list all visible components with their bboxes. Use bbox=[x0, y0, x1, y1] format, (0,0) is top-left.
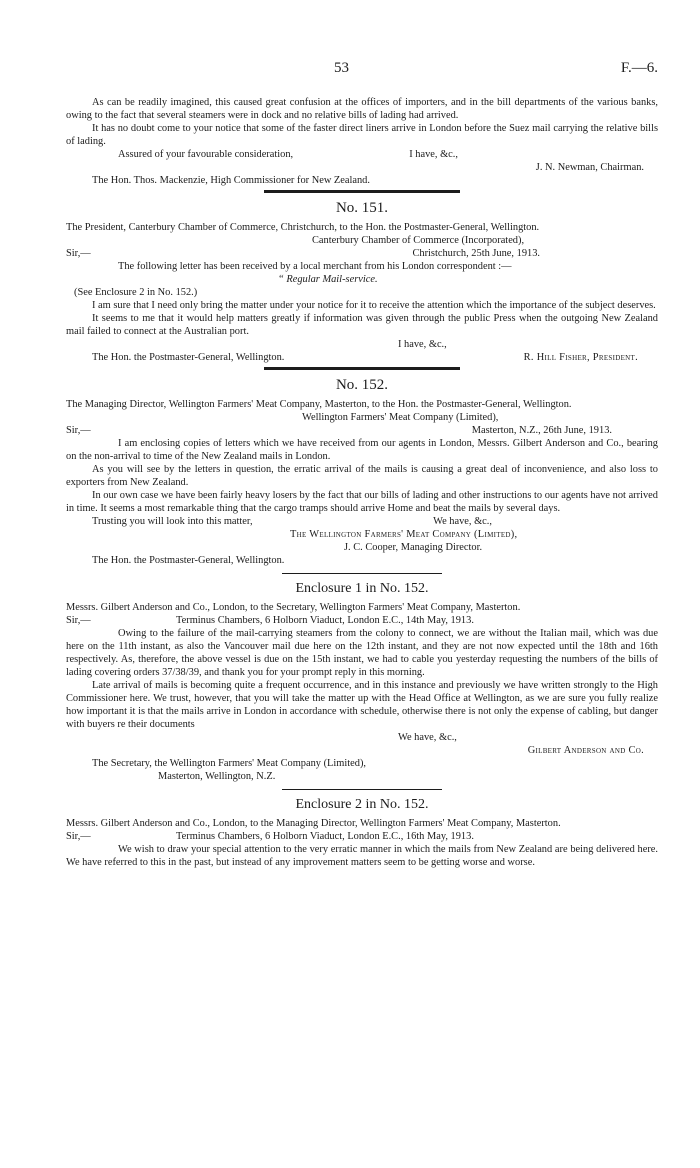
letter-151-title: The President, Canterbury Chamber of Commerce, Christchurch, to the Hon. the Postmaster-General, Wellington. bbox=[66, 222, 540, 233]
intro-closing-row bbox=[66, 148, 658, 161]
intro-paragraph-1: As can be readily imagined, this caused great confusion at the offices of importers, and in the bill departments of the various banks, owing to the fact that several steamers were in dock and no relative bills of lading had arrived. bbox=[66, 97, 658, 121]
section-divider bbox=[282, 573, 442, 574]
section-divider bbox=[264, 190, 460, 193]
letter-152-paragraph-3: In our own case we have been fairly heavy losers by the fact that our bills of lading and other instructions to our agents have not arrived in time. It seems a most remarkable thing that the cargo tramps should arrive Home and beat the mails by several days. bbox=[66, 490, 658, 514]
letter-151-addressee: The Hon. the Postmaster-General, Wellington. bbox=[92, 352, 285, 363]
letter-152-title: The Managing Director, Wellington Farmers' Meat Company, Masterton, to the Hon. the Postmaster-General, Wellington. bbox=[66, 399, 572, 410]
enclosure-1-addressee-line-1: The Secretary, the Wellington Farmers' Meat Company (Limited), bbox=[92, 758, 367, 769]
enclosure-1-paragraph-1: Owing to the failure of the mail-carrying steamers from the colony to connect, we are without the Italian mail, which was due here on the 11th instant, as also the Vancouver mail due here on the 12th instant, and they are not now expected until the 18th and 16th respectively. As, therefore, the above vessel is due on the 15th instant, we had to cable you yesterday requesting the numbers of the bills of lading covering orders 37/38/39, and thank you for your prompt reply in this morning. bbox=[66, 628, 658, 678]
enclosure-2-heading: Enclosure 2 in No. 152. bbox=[295, 797, 429, 812]
letter-152-place-date: Masterton, N.Z., 26th June, 1913. bbox=[471, 425, 612, 436]
letter-151-i-have: I have, &c., bbox=[398, 339, 447, 350]
section-divider bbox=[264, 367, 460, 370]
letter-152-heading: No. 152. bbox=[335, 377, 389, 393]
enclosure-2-salutation: Sir,— bbox=[66, 831, 91, 842]
letter-152-we-have: We have, &c., bbox=[433, 516, 492, 527]
enclosure-1-we-have: We have, &c., bbox=[398, 732, 457, 743]
page-header bbox=[0, 62, 700, 80]
letter-151-quote: “ Regular Mail-service. bbox=[278, 274, 378, 285]
enclosure-1-addressee-line-2: Masterton, Wellington, N.Z. bbox=[158, 771, 276, 782]
letter-152-paragraph-2: As you will see by the letters in question, the erratic arrival of the mails is causing a great deal of inconvenience, and also loss to exporters from New Zealand. bbox=[66, 464, 658, 488]
page-number: 53 bbox=[334, 60, 349, 76]
intro-paragraph-2: It has no doubt come to your notice that some of the faster direct liners arrive in London before the Suez mail carrying the relative bills of lading. bbox=[66, 123, 658, 147]
letter-152-closing-row bbox=[66, 515, 658, 528]
letter-152-paragraph-4: Trusting you will look into this matter, bbox=[92, 516, 253, 527]
letter-151-salutation-row bbox=[66, 247, 658, 260]
letter-151-org: Canterbury Chamber of Commerce (Incorporated), bbox=[312, 235, 525, 246]
letter-151-paragraph-2: I am sure that I need only bring the matter under your notice for it to receive the attention which the importance of the subject deserves. bbox=[92, 300, 656, 311]
letter-151-salutation: Sir,— bbox=[66, 248, 91, 259]
enclosure-2-place-date: Terminus Chambers, 6 Holborn Viaduct, London E.C., 16th May, 1913. bbox=[176, 831, 474, 842]
intro-paragraph-3: Assured of your favourable consideration, bbox=[118, 149, 294, 160]
enclosure-2-paragraph-1: We wish to draw your special attention to the very erratic manner in which the mails from New Zealand are being delivered here. We have referred to this in the past, but instead of any improvement matters seem to be getting worse and worse. bbox=[66, 844, 658, 868]
letter-152-org: Wellington Farmers' Meat Company (Limited), bbox=[302, 412, 499, 423]
intro-i-have: I have, &c., bbox=[409, 149, 458, 160]
letter-151-see-note: (See Enclosure 2 in No. 152.) bbox=[74, 287, 198, 298]
page-reference: F.—6. bbox=[620, 60, 658, 76]
enclosure-2-salutation-row bbox=[66, 830, 658, 843]
enclosure-2-title: Messrs. Gilbert Anderson and Co., London, to the Managing Director, Wellington Farmers' Meat Company, Masterton. bbox=[66, 818, 561, 829]
enclosure-1-heading: Enclosure 1 in No. 152. bbox=[295, 581, 429, 596]
enclosure-1-title: Messrs. Gilbert Anderson and Co., London, to the Secretary, Wellington Farmers' Meat Company, Masterton. bbox=[66, 602, 521, 613]
letter-152-company-signature: The Wellington Farmers' Meat Company (Limited), bbox=[290, 529, 518, 540]
letter-152-salutation: Sir,— bbox=[66, 425, 91, 436]
letter-151-paragraph-1: The following letter has been received by a local merchant from his London correspondent :— bbox=[118, 261, 512, 272]
enclosure-1-signature: Gilbert Anderson and Co. bbox=[527, 745, 644, 756]
enclosure-1-place-date: Terminus Chambers, 6 Holborn Viaduct, London E.C., 14th May, 1913. bbox=[176, 615, 474, 626]
letter-152-signature: J. C. Cooper, Managing Director. bbox=[344, 542, 483, 553]
page-body bbox=[66, 96, 658, 869]
letter-152-paragraph-1: I am enclosing copies of letters which we have received from our agents in London, Messrs. Gilbert Anderson and Co., bearing on the non-arrival to time of the New Zealand mails in London. bbox=[66, 438, 658, 462]
intro-signature: J. N. Newman, Chairman. bbox=[535, 162, 644, 173]
letter-151-signature: R. Hill Fisher, President. bbox=[523, 352, 638, 363]
letter-151-heading: No. 151. bbox=[335, 200, 389, 216]
enclosure-1-paragraph-2: Late arrival of mails is becoming quite a frequent occurrence, and in this instance and previously we have written strongly to the High Commissioner here. We trust, however, that you will take the matter up with the Head Office at Wellington, as we are sure you fully realize how important it is that the mails arrive in London in accordance with schedule, otherwise there is not only the expense of cabling, but danger with buyers re their documents bbox=[66, 680, 658, 730]
letter-152-salutation-row bbox=[66, 424, 658, 437]
section-divider bbox=[282, 789, 442, 790]
letter-151-closing-row bbox=[66, 351, 658, 364]
intro-addressee: The Hon. Thos. Mackenzie, High Commissioner for New Zealand. bbox=[92, 175, 370, 186]
letter-151-paragraph-3: It seems to me that it would help matters greatly if information was given through the public Press when the outgoing New Zealand mail failed to connect at the Australian port. bbox=[66, 313, 658, 337]
letter-151-place-date: Christchurch, 25th June, 1913. bbox=[412, 248, 540, 259]
letter-152-addressee: The Hon. the Postmaster-General, Wellington. bbox=[92, 555, 285, 566]
enclosure-1-salutation-row bbox=[66, 614, 658, 627]
enclosure-1-salutation: Sir,— bbox=[66, 615, 91, 626]
